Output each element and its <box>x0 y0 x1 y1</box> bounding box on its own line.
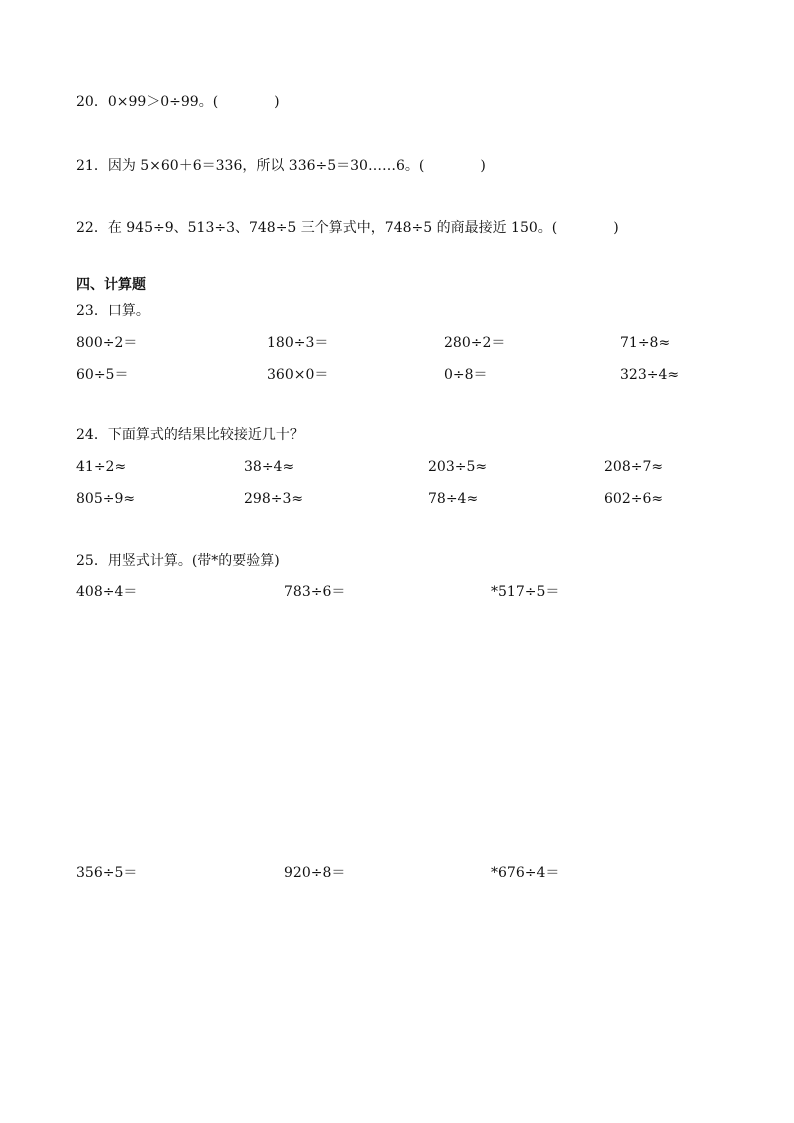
q25-item: 356÷5＝ <box>76 865 138 881</box>
question-24-title: 24．下面算式的结果比较接近几十？ <box>76 427 304 443</box>
q23-item: 71÷8≈ <box>620 335 671 351</box>
q23-item: 0÷8＝ <box>444 367 488 383</box>
q24-item: 298÷3≈ <box>244 491 304 507</box>
q25-item: *676÷4＝ <box>491 865 560 881</box>
q23-item: 360×0＝ <box>267 367 329 383</box>
q25-item: *517÷5＝ <box>491 584 560 600</box>
question-23-title: 23．口算。 <box>76 303 150 319</box>
q24-item: 208÷7≈ <box>604 459 664 475</box>
q24-item: 203÷5≈ <box>428 459 488 475</box>
q25-item: 408÷4＝ <box>76 584 138 600</box>
question-20: 20．0×99＞0÷99。( ) <box>76 94 280 110</box>
q24-item: 78÷4≈ <box>428 491 479 507</box>
q24-item: 805÷9≈ <box>76 491 136 507</box>
question-25-title: 25．用竖式计算。(带*的要验算) <box>76 553 280 569</box>
section-heading-calculation: 四、计算题 <box>76 277 146 293</box>
q23-item: 280÷2＝ <box>444 335 506 351</box>
question-22: 22．在 945÷9、513÷3、748÷5 三个算式中，748÷5 的商最接近 150。( ) <box>76 220 619 236</box>
q23-item: 60÷5＝ <box>76 367 129 383</box>
q24-item: 602÷6≈ <box>604 491 664 507</box>
q25-item: 920÷8＝ <box>284 865 346 881</box>
q24-item: 41÷2≈ <box>76 459 127 475</box>
q23-item: 323÷4≈ <box>620 367 680 383</box>
q25-item: 783÷6＝ <box>284 584 346 600</box>
q24-item: 38÷4≈ <box>244 459 295 475</box>
q23-item: 180÷3＝ <box>267 335 329 351</box>
q23-item: 800÷2＝ <box>76 335 138 351</box>
question-21: 21．因为 5×60＋6＝336，所以 336÷5＝30……6。( ) <box>76 158 486 174</box>
